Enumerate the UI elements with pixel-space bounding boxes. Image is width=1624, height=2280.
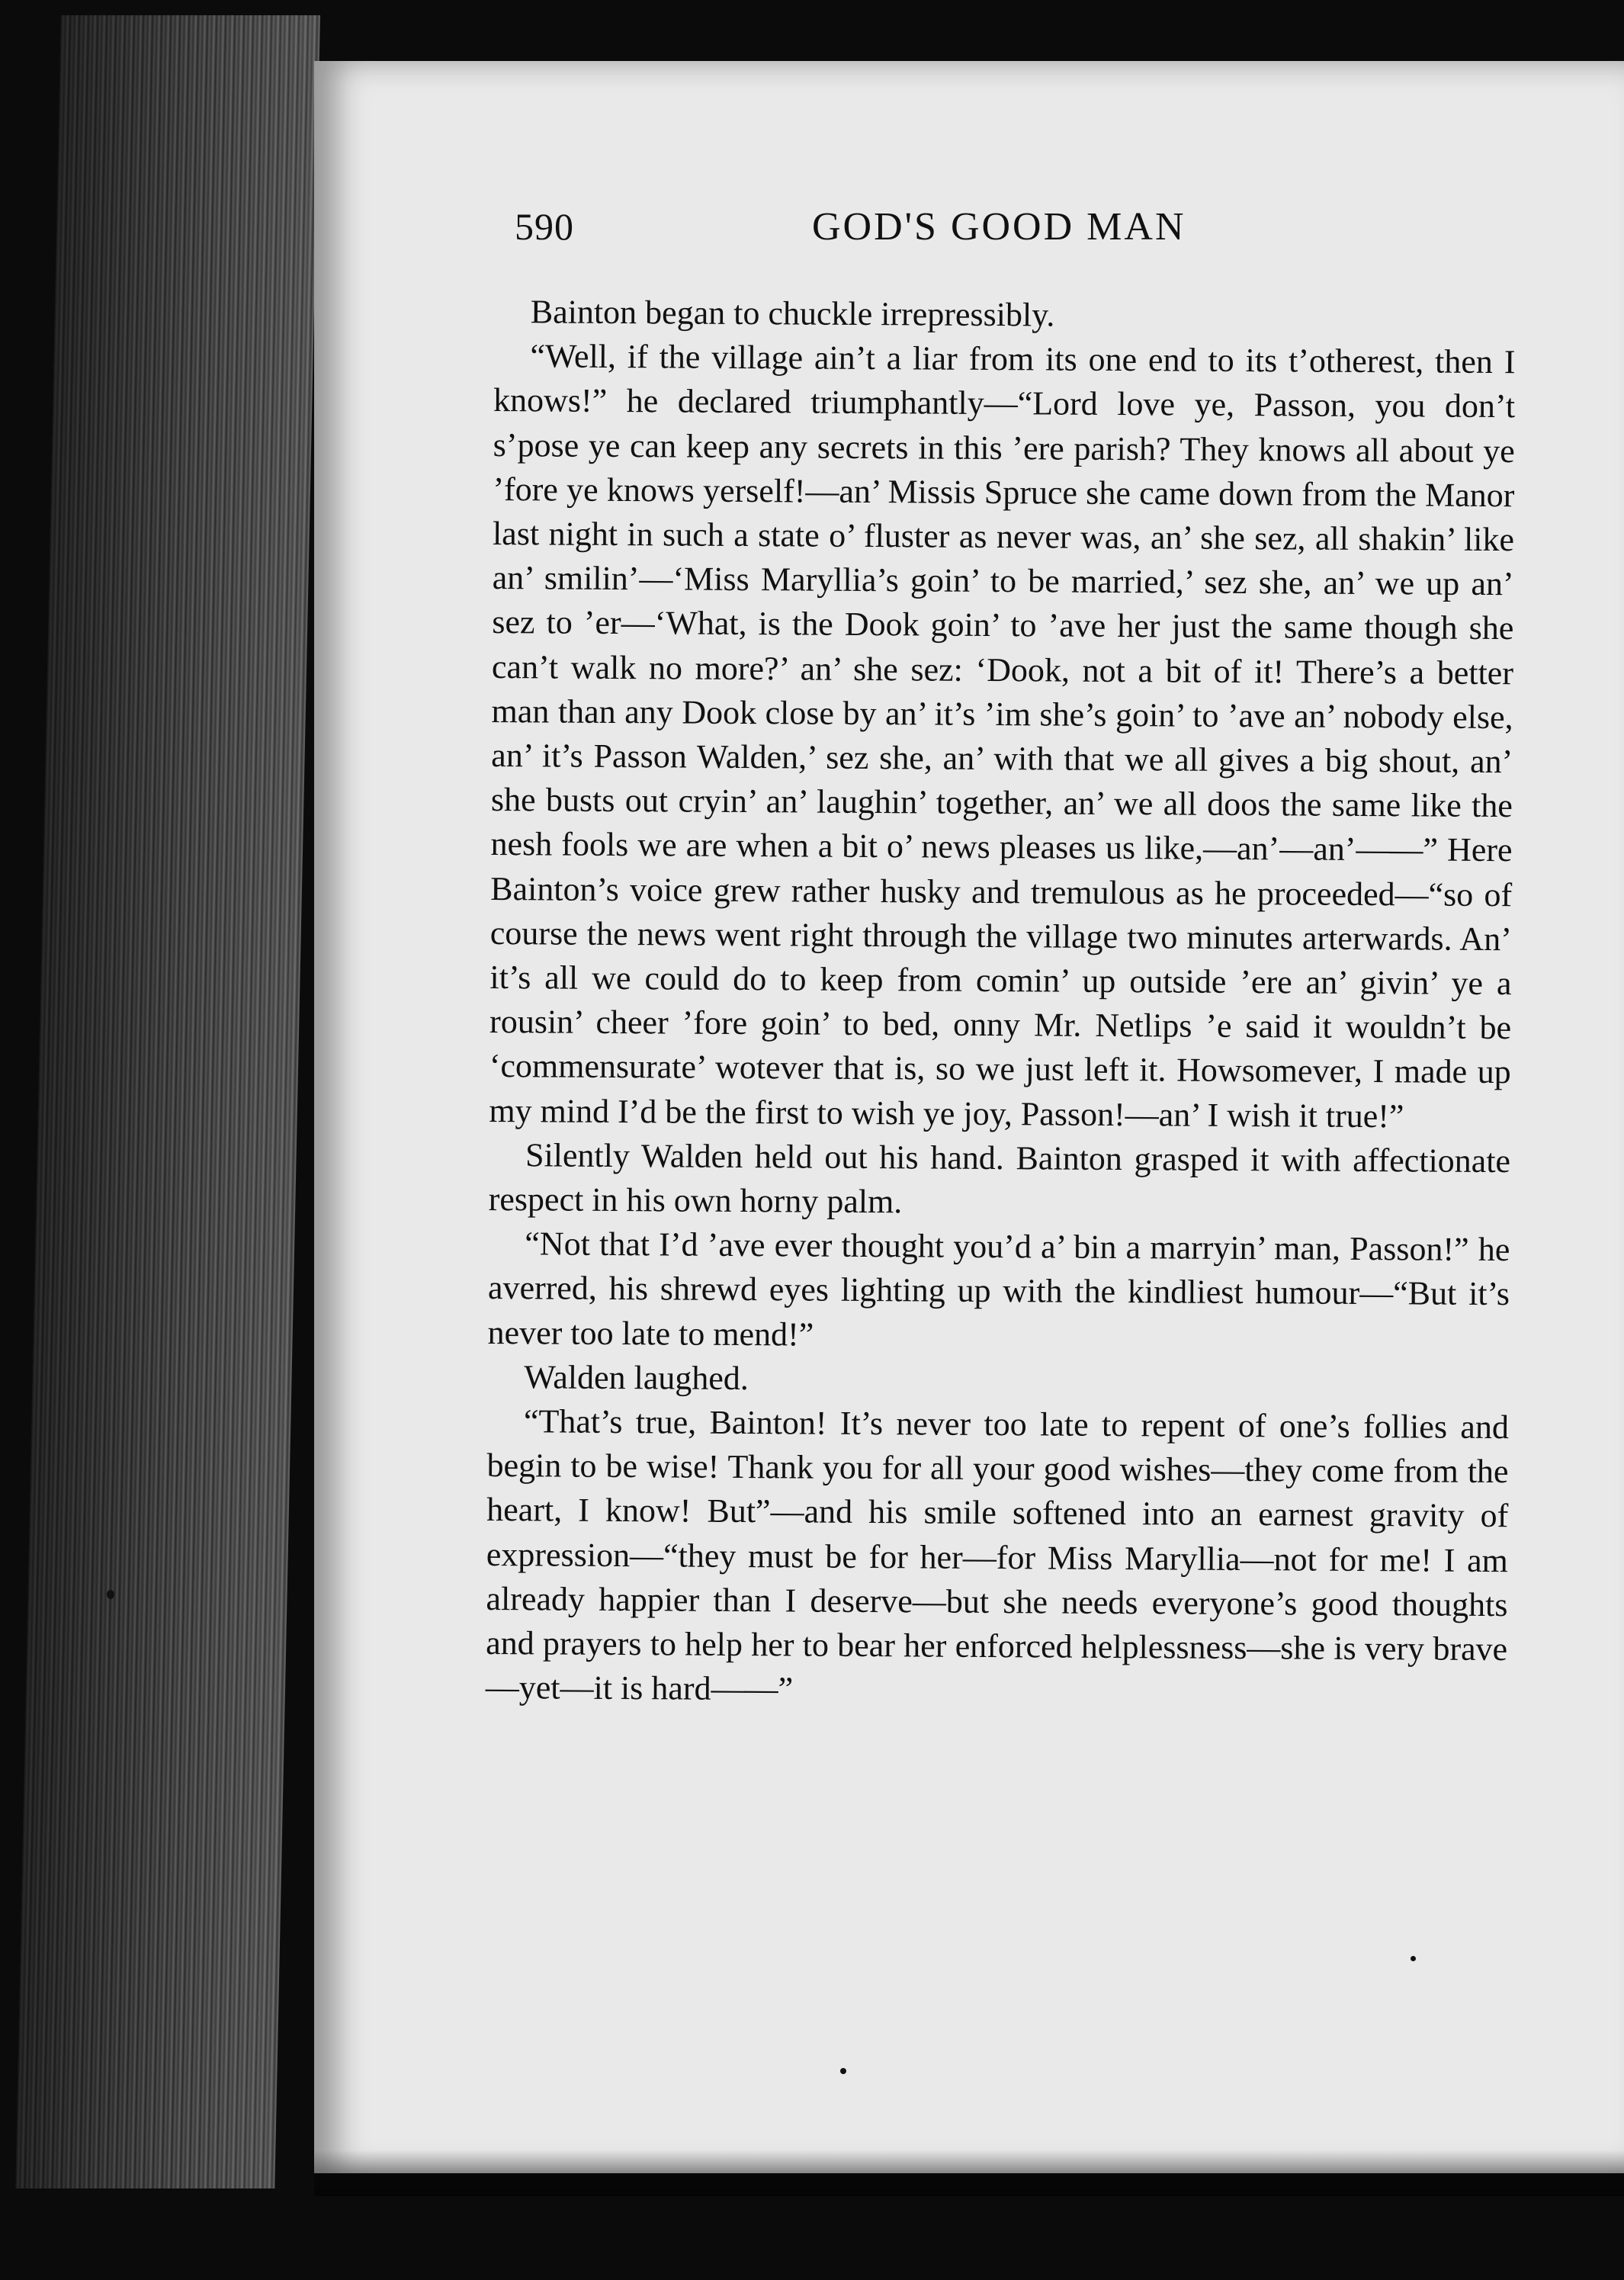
- paragraph: “That’s true, Bainton! It’s never too late to repent of one’s follies and begin to be wise! Thank you for all your good wishes—they come from the heart, I know! But”—and his smile softened into an earnest gravity of expression—“they must be for her—for Miss Maryllia—not for me! I am already happier than I deserve—but she needs everyone’s good thoughts and prayers to help her to bear her enforced helplessness—she is very brave—yet—it is hard——”: [485, 1402, 1510, 1708]
- paragraph: “Well, if the village ain’t a liar from its one end to its t’otherest, then I knows!” he declared triumphantly—“Lord love ye, Passon, you don’t s’pose ye can keep any secrets in this ’ere parish? They knows all about ye ’fore ye knows yerself!—an’ Missis Spruce she came down from the Manor last night in such a state o’ fluster as never was, an’ she sez, all shakin’ like an’ smilin’—‘Miss Maryllia’s goin’ to be married,’ sez she, an’ we up an’ sez to ’er—‘What, is the Dook goin’ to ’ave her just the same though she can’t walk no more?’ an’ she sez: ‘Dook, not a bit of it! There’s a better man than any Dook close by an’ it’s ’im she’s goin’ to ’ave an’ nobody else, an’ it’s Passon Walden,’ sez she, an’ with that we all gives a big shout, an’ she busts out cryin’ an’ laughin’ together, an’ we all doos the same like the nesh fools we are when a bit o’ news pleases us like,—an’—an’——” Here Bainton’s voice grew rather husky and tremulous as he proceeded—“so of course the news went right through the village two minutes arterwards. An’ it’s all we could do to keep from comin’ up outside ’ere an’ givin’ ye a rousin’ cheer ’fore goin’ to bed, onny Mr. Netlips ’e said it wouldn’t be ‘commensurate’ wotever that is, so we just left it. Howsomever, I made up my mind I’d be the first to wish ye joy, Passon!—an’ I wish it true!”: [489, 337, 1516, 1135]
- paragraph: Walden laughed.: [524, 1358, 749, 1397]
- paragraph: Bainton began to chuckle irrepressibly.: [530, 293, 1055, 334]
- page-number: 590: [515, 205, 574, 248]
- book-edge-shadow: [15, 15, 320, 2188]
- page-header: [515, 204, 1521, 258]
- scan-speck: [1411, 1956, 1416, 1961]
- paragraph: “Not that I’d ’ave ever thought you’d a’ bin a marryin’ man, Passon!” he averred, his shrewd eyes lighting up with the kindliest humour—“But it’s never too late to mend!”: [487, 1225, 1510, 1354]
- running-title: GOD'S GOOD MAN: [812, 205, 1186, 249]
- scan-speck: [840, 2068, 846, 2074]
- body-text: [486, 290, 1516, 1716]
- page-bottom-shadow: [314, 2150, 1624, 2196]
- paragraph: Silently Walden held out his hand. Bainton grasped it with affectionate respect in his own horny palm.: [488, 1136, 1511, 1221]
- scan-speck: [107, 1590, 114, 1599]
